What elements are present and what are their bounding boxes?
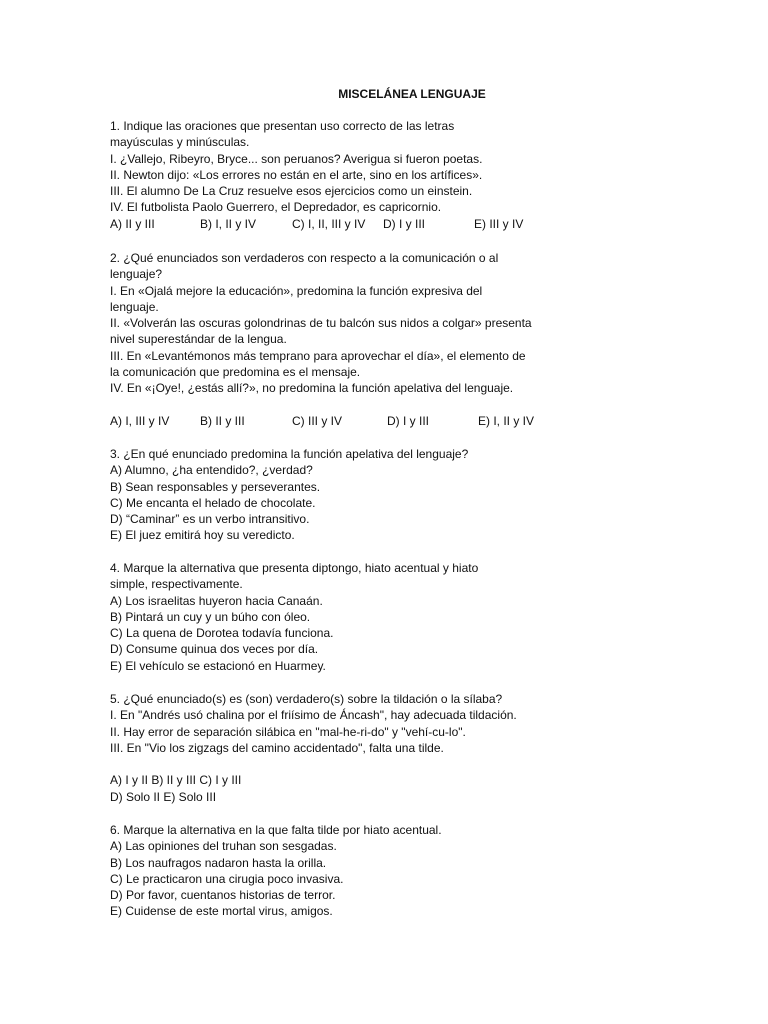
page-title: MISCELÁNEA LENGUAJE (338, 87, 486, 101)
option-line: B) Sean responsables y perseverantes. (110, 479, 321, 494)
statement-line: I. En «Ojalá mejore la educación», predomina la función expresiva del (110, 283, 483, 298)
answer-options: A) I y II B) II y III C) I y III (110, 773, 242, 788)
question-1 (110, 118, 590, 232)
option-line: D) Por favor, cuentanos historias de terror. (110, 888, 336, 903)
option-b: B) II y III (200, 413, 245, 428)
option-a: A) I, III y IV (110, 413, 170, 428)
statement-line: la comunicación que predomina es el mensaje. (110, 365, 361, 380)
statement-line: II. Newton dijo: «Los errores no están en el arte, sino en los artífices». (110, 167, 483, 182)
question-line: 5. ¿Qué enunciado(s) es (son) verdadero(s) sobre la tildación o la sílaba? (110, 692, 503, 706)
answer-options (110, 413, 590, 429)
question-6 (110, 822, 590, 920)
option-e: E) III y IV (474, 216, 524, 231)
option-line: D) Consume quinua dos veces por día. (110, 642, 319, 657)
option-line: A) Los israelitas huyeron hacia Canaán. (110, 593, 323, 608)
option-line: E) Cuidense de este mortal virus, amigos. (110, 904, 333, 919)
option-line: E) El vehículo se estacionó en Huarmey. (110, 658, 326, 673)
question-line: 3. ¿En qué enunciado predomina la función apelativa del lenguaje? (110, 447, 469, 461)
option-line: B) Pintará un cuy y un búho con óleo. (110, 609, 311, 624)
question-4 (110, 560, 590, 674)
option-a: A) II y III (110, 216, 155, 231)
question-line: 1. Indique las oraciones que presentan uso correcto de las letras (110, 119, 455, 133)
question-line: 6. Marque la alternativa en la que falta tilde por hiato acentual. (110, 823, 442, 837)
option-b: B) I, II y IV (200, 216, 257, 231)
option-d: D) I y III (387, 413, 429, 428)
statement-line: nivel superestándar de la lengua. (110, 332, 287, 347)
option-e: E) I, II y IV (478, 413, 535, 428)
option-d: D) I y III (383, 216, 425, 231)
option-line: C) Me encanta el helado de chocolate. (110, 495, 316, 510)
question-2 (110, 250, 590, 429)
option-line: C) Le practicaron una cirugia poco invasiva. (110, 871, 344, 886)
statement-line: I. En "Andrés usó chalina por el friísimo de Áncash", hay adecuada tildación. (110, 708, 517, 723)
question-line: 2. ¿Qué enunciados son verdaderos con respecto a la comunicación o al (110, 251, 499, 265)
option-c: C) I, II, III y IV (292, 216, 366, 231)
statement-line: III. En "Vio los zigzags del camino accidentado", falta una tilde. (110, 740, 444, 755)
question-3 (110, 446, 590, 544)
option-line: B) Los naufragos nadaron hasta la orilla. (110, 855, 327, 870)
option-line: A) Las opiniones del truhan son sesgadas. (110, 839, 337, 854)
question-line: 4. Marque la alternativa que presenta diptongo, hiato acentual y hiato (110, 561, 479, 575)
statement-line: IV. En «¡Oye!, ¿estás allí?», no predomina la función apelativa del lenguaje. (110, 381, 514, 396)
option-line: A) Alumno, ¿ha entendido?, ¿verdad? (110, 463, 313, 478)
question-5 (110, 691, 590, 805)
question-line: lenguaje? (110, 267, 163, 282)
statement-line: II. Hay error de separación silábica en "mal-he-ri-do" y "vehí-cu-lo". (110, 724, 466, 739)
statement-line: lenguaje. (110, 299, 159, 314)
question-line: simple, respectivamente. (110, 577, 243, 592)
option-c: C) III y IV (292, 413, 343, 428)
answer-options (110, 216, 590, 232)
statement-line: III. En «Levantémonos más temprano para aprovechar el día», el elemento de (110, 348, 526, 363)
answer-options: D) Solo II E) Solo III (110, 789, 217, 804)
statement-line: II. «Volverán las oscuras golondrinas de tu balcón sus nidos a colgar» presenta (110, 316, 532, 331)
option-line: E) El juez emitirá hoy su veredicto. (110, 528, 295, 543)
question-line: mayúsculas y minúsculas. (110, 135, 250, 150)
option-line: C) La quena de Dorotea todavía funciona. (110, 626, 334, 641)
statement-line: IV. El futbolista Paolo Guerrero, el Depredador, es capricornio. (110, 200, 442, 215)
option-line: D) “Caminar” es un verbo intransitivo. (110, 512, 310, 527)
statement-line: I. ¿Vallejo, Ribeyro, Bryce... son peruanos? Averigua si fueron poetas. (110, 151, 483, 166)
statement-line: III. El alumno De La Cruz resuelve esos ejercicios como un einstein. (110, 184, 473, 199)
